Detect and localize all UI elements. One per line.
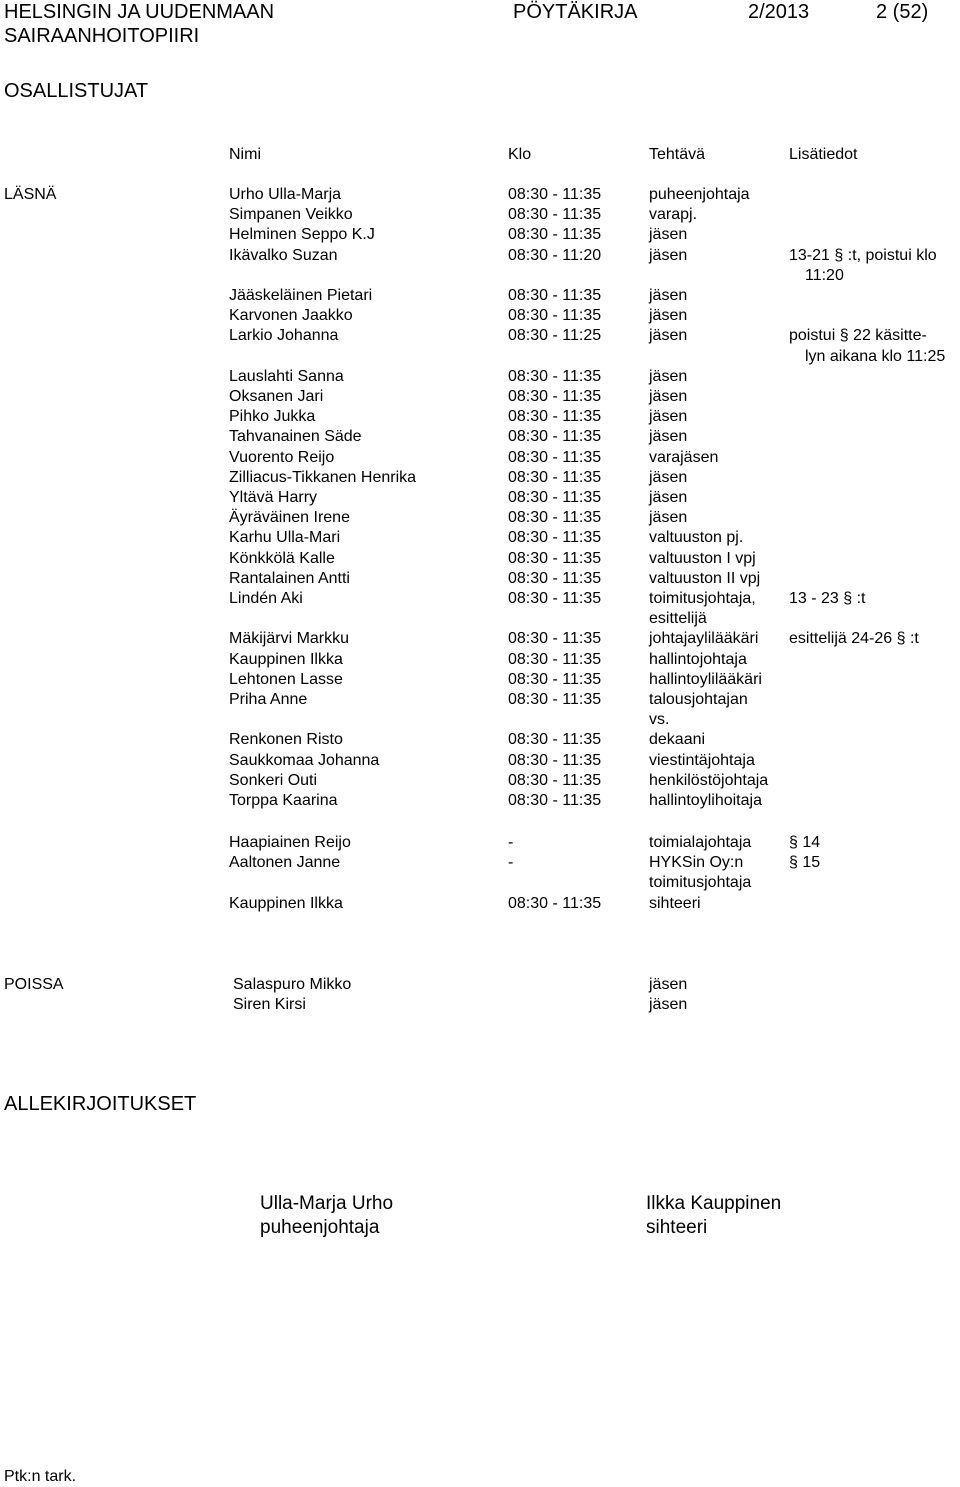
participant-time: 08:30 - 11:35 [508, 448, 602, 466]
participant-role: vs. [649, 711, 670, 729]
participant-row [0, 185, 960, 205]
participant-role: jäsen [649, 468, 688, 486]
participant-row [0, 853, 960, 892]
participant-role: jäsen [649, 327, 688, 345]
participant-role: valtuuston II vpj [649, 569, 761, 587]
participant-role: jäsen [649, 489, 688, 506]
participant-role: jäsen [649, 307, 688, 325]
participant-note: lyn aikana klo 11:25 [805, 347, 946, 365]
participant-role: henkilöstöjohtaja [649, 771, 769, 789]
participant-name: Lauslahti Sanna [229, 367, 344, 385]
participant-name: Jääskeläinen Pietari [229, 287, 373, 304]
participant-name: Pihko Jukka [229, 408, 316, 426]
participant-time: 08:30 - 11:35 [508, 549, 602, 567]
participant-role: jäsen [649, 509, 688, 527]
participant-role: toimialajohtaja [649, 834, 752, 851]
participant-row [0, 286, 960, 306]
participant-time: 08:30 - 11:35 [508, 287, 602, 304]
participant-row [0, 589, 960, 628]
participant-role: hallintoylihoitaja [649, 792, 762, 809]
participant-role: jäsen [649, 367, 688, 385]
absent-role: jäsen [649, 976, 688, 993]
participant-name: Renkonen Risto [229, 731, 343, 749]
participant-row [0, 448, 960, 468]
participant-name: Vuorento Reijo [229, 448, 335, 466]
participant-time: 08:30 - 11:35 [508, 186, 602, 203]
participant-row [0, 771, 960, 791]
participant-row [0, 306, 960, 326]
participant-row [0, 833, 960, 853]
participant-time: 08:30 - 11:35 [508, 894, 602, 912]
participant-note: esittelijä 24-26 § :t [789, 630, 919, 648]
participant-name: Lehtonen Lasse [229, 670, 343, 688]
participant-name: Karhu Ulla-Mari [229, 529, 341, 547]
participant-name: Zilliacus-Tikkanen Henrika [229, 468, 417, 486]
participant-note: 11:20 [805, 266, 844, 284]
participant-name: Kauppinen Ilkka [229, 894, 343, 912]
participant-row [0, 791, 960, 811]
participant-role: varajäsen [649, 448, 719, 466]
participant-time: 08:30 - 11:35 [508, 792, 602, 809]
participant-row [0, 488, 960, 508]
present-label: LÄSNÄ [4, 186, 57, 203]
participant-time: 08:30 - 11:35 [508, 388, 602, 405]
participant-time: 08:30 - 11:35 [508, 206, 602, 224]
participant-role: jäsen [649, 226, 688, 244]
participant-time: 08:30 - 11:35 [508, 428, 602, 446]
participant-role: johtajaylilääkäri [649, 630, 759, 648]
participant-row [0, 751, 960, 771]
participant-row [0, 225, 960, 245]
participant-name: Aaltonen Janne [229, 854, 341, 872]
participant-name: Helminen Seppo K.J [229, 226, 375, 244]
participant-name: Urho Ulla-Marja [229, 186, 342, 203]
participant-role: varapj. [649, 206, 698, 224]
absent-name: Siren Kirsi [233, 996, 306, 1014]
section-title-signatures: ALLEKIRJOITUKSET [4, 1093, 197, 1115]
participant-name: Äyräväinen Irene [229, 509, 350, 527]
participant-name: Tahvanainen Säde [229, 428, 362, 446]
participant-name: Ikävalko Suzan [229, 246, 338, 264]
participant-row [0, 508, 960, 528]
absent-row [0, 975, 960, 995]
participant-time: 08:30 - 11:35 [508, 307, 602, 325]
participant-time: 08:30 - 11:35 [508, 590, 602, 607]
participant-name: Simpanen Veikko [229, 206, 353, 224]
participant-name: Karvonen Jaakko [229, 307, 353, 325]
participant-name: Priha Anne [229, 691, 308, 708]
participant-time: 08:30 - 11:35 [508, 569, 602, 587]
participant-time: - [508, 834, 514, 851]
organization-name-line2: SAIRAANHOITOPIIRI [4, 25, 200, 47]
participant-role: valtuuston pj. [649, 529, 744, 547]
participant-time: 08:30 - 11:35 [508, 771, 602, 789]
section-title-participants: OSALLISTUJAT [4, 80, 149, 102]
participant-role: jäsen [649, 246, 688, 264]
participant-row [0, 730, 960, 750]
participant-row [0, 246, 960, 284]
participant-time: 08:30 - 11:35 [508, 731, 602, 749]
signer-title: puheenjohtaja [260, 1217, 380, 1238]
participant-note: 13 - 23 § :t [789, 590, 866, 607]
document-number: 2/2013 [748, 1, 810, 23]
participant-role: dekaani [649, 731, 706, 749]
signer-title: sihteeri [646, 1217, 708, 1238]
participant-name: Saukkomaa Johanna [229, 751, 380, 769]
participant-role: toimitusjohtaja, [649, 590, 756, 607]
absent-label: POISSA [4, 976, 64, 993]
participant-time: 08:30 - 11:35 [508, 691, 602, 708]
participant-role: valtuuston I vpj [649, 549, 756, 567]
participant-role: esittelijä [649, 610, 707, 628]
participant-row [0, 367, 960, 387]
participant-row [0, 650, 960, 670]
participant-time: 08:30 - 11:35 [508, 468, 602, 486]
column-header-name: Nimi [229, 146, 261, 163]
participant-role: jäsen [649, 428, 688, 446]
participant-row [0, 407, 960, 427]
participant-time: 08:30 - 11:35 [508, 650, 602, 668]
participant-row [0, 528, 960, 548]
participant-role: sihteeri [649, 894, 701, 912]
participant-row [0, 326, 960, 365]
participant-row [0, 569, 960, 589]
participant-time: 08:30 - 11:35 [508, 529, 602, 547]
participant-time: 08:30 - 11:35 [508, 408, 602, 426]
participant-note: 13-21 § :t, poistui klo [789, 246, 937, 264]
participant-row [0, 468, 960, 488]
participant-name: Oksanen Jari [229, 388, 324, 405]
participant-role: jäsen [649, 287, 688, 304]
participant-note: § 15 [789, 854, 821, 872]
participant-row [0, 549, 960, 569]
participant-row [0, 205, 960, 225]
participant-note: poistui § 22 käsitte- [789, 327, 927, 345]
participant-name: Yltävä Harry [229, 489, 318, 506]
participant-name: Lindén Aki [229, 590, 303, 607]
column-header-role: Tehtävä [649, 146, 706, 163]
signer-name: Ilkka Kauppinen [646, 1193, 782, 1214]
participant-name: Rantalainen Antti [229, 569, 350, 587]
participant-time: 08:30 - 11:35 [508, 509, 602, 527]
participant-time: 08:30 - 11:35 [508, 630, 602, 648]
column-header-notes: Lisätiedot [789, 146, 858, 163]
participant-role: hallintojohtaja [649, 650, 747, 668]
page-number: 2 (52) [876, 1, 929, 23]
participant-time: 08:30 - 11:35 [508, 489, 602, 506]
participant-time: 08:30 - 11:35 [508, 670, 602, 688]
participant-row [0, 690, 960, 729]
participant-time: 08:30 - 11:35 [508, 226, 602, 244]
participant-name: Haapiainen Reijo [229, 834, 351, 851]
column-header-time: Klo [508, 146, 532, 163]
participant-row [0, 670, 960, 690]
participant-row [0, 894, 960, 914]
participant-name: Sonkeri Outi [229, 771, 318, 789]
signer-name: Ulla-Marja Urho [260, 1193, 394, 1214]
participant-time: 08:30 - 11:25 [508, 327, 602, 345]
participant-role: jäsen [649, 388, 688, 405]
participant-note: § 14 [789, 834, 821, 851]
participant-name: Könkkölä Kalle [229, 549, 335, 567]
absent-name: Salaspuro Mikko [233, 976, 352, 993]
participant-role: toimitusjohtaja [649, 874, 752, 892]
participant-role: hallintoylilääkäri [649, 670, 762, 688]
participant-role: HYKSin Oy:n [649, 854, 744, 872]
participant-role: viestintäjohtaja [649, 751, 755, 769]
participant-time: - [508, 854, 514, 872]
participant-name: Larkio Johanna [229, 327, 339, 345]
participant-time: 08:30 - 11:35 [508, 751, 602, 769]
organization-name-line1: HELSINGIN JA UUDENMAAN [4, 1, 275, 23]
participant-name: Torppa Kaarina [229, 792, 338, 809]
participant-role: talousjohtajan [649, 691, 748, 708]
participant-row [0, 387, 960, 407]
participant-time: 08:30 - 11:20 [508, 246, 602, 264]
participant-role: jäsen [649, 408, 688, 426]
footer-note: Ptk:n tark. [4, 1468, 77, 1485]
participant-role: puheenjohtaja [649, 186, 750, 203]
document-type: PÖYTÄKIRJA [513, 1, 638, 23]
participant-name: Mäkijärvi Markku [229, 630, 350, 648]
participant-time: 08:30 - 11:35 [508, 367, 602, 385]
participant-name: Kauppinen Ilkka [229, 650, 343, 668]
absent-row [0, 995, 960, 1015]
absent-role: jäsen [649, 996, 688, 1014]
participant-row [0, 427, 960, 447]
participant-row [0, 629, 960, 649]
